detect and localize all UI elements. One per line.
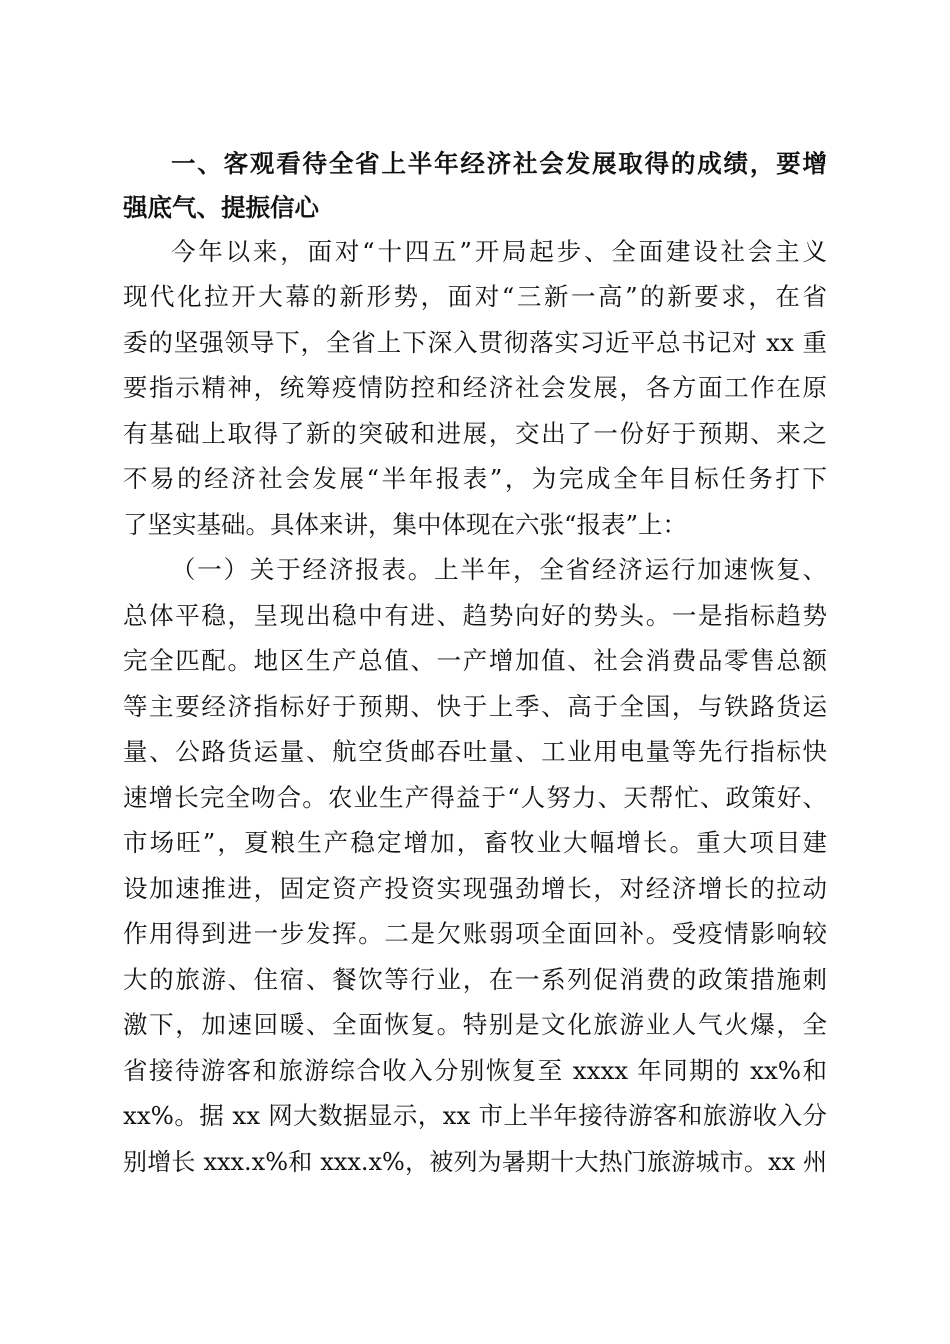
paragraph-2-line-7: 市场旺”，夏粮生产稳定增加，畜牧业大幅增长。重大项目建: [123, 828, 827, 857]
paragraph-2-line-12: 省接待游客和旅游综合收入分别恢复至 xxxx 年同期的 xx%和: [123, 1056, 827, 1085]
paragraph-1-line-7: 了坚实基础。具体来讲，集中体现在六张“报表”上：: [123, 510, 688, 539]
paragraph-2-line-9: 作用得到进一步发挥。二是欠账弱项全面回补。受疫情影响较: [123, 919, 827, 948]
paragraph-2-line-10: 大的旅游、住宿、餐饮等行业，在一系列促消费的政策措施刺: [123, 965, 827, 994]
paragraph-2-line-4: 等主要经济指标好于预期、快于上季、高于全国，与铁路货运: [123, 692, 827, 721]
section-heading-line-1: 一、客观看待全省上半年经济社会发展取得的成绩，要增: [171, 149, 827, 178]
paragraph-2-line-13: xx%。据 xx 网大数据显示，xx 市上半年接待游客和旅游收入分: [123, 1101, 827, 1130]
paragraph-2-line-14: 别增长 xxx.x%和 xxx.x%，被列为暑期十大热门旅游城市。xx 州: [123, 1148, 827, 1176]
paragraph-1-line-5: 有基础上取得了新的突破和进展，交出了一份好于预期、来之: [123, 419, 827, 448]
paragraph-2-line-1: （一）关于经济报表。上半年，全省经济运行加速恢复、: [171, 555, 827, 584]
paragraph-2-line-2: 总体平稳，呈现出稳中有进、趋势向好的势头。一是指标趋势: [123, 601, 827, 630]
paragraph-1-line-3: 委的坚强领导下，全省上下深入贯彻落实习近平总书记对 xx 重: [123, 328, 827, 357]
paragraph-2-line-5: 量、公路货运量、航空货邮吞吐量、工业用电量等先行指标快: [123, 737, 827, 766]
paragraph-2-line-3: 完全匹配。地区生产总值、一产增加值、社会消费品零售总额: [123, 646, 827, 675]
paragraph-1-line-2: 现代化拉开大幕的新形势，面对“三新一高”的新要求，在省: [123, 282, 827, 311]
paragraph-2-line-8: 设加速推进，固定资产投资实现强劲增长，对经济增长的拉动: [123, 874, 827, 903]
paragraph-2-line-6: 速增长完全吻合。农业生产得益于“人努力、天帮忙、政策好、: [123, 783, 827, 812]
paragraph-2-line-11: 激下，加速回暖、全面恢复。特别是文化旅游业人气火爆，全: [123, 1010, 827, 1039]
section-heading-line-2: 强底气、提振信心: [123, 193, 319, 222]
paragraph-1-line-6: 不易的经济社会发展“半年报表”，为完成全年目标任务打下: [123, 464, 827, 493]
paragraph-1-line-4: 要指示精神，统筹疫情防控和经济社会发展，各方面工作在原: [123, 373, 827, 402]
paragraph-1-line-1: 今年以来，面对“十四五”开局起步、全面建设社会主义: [171, 237, 827, 266]
